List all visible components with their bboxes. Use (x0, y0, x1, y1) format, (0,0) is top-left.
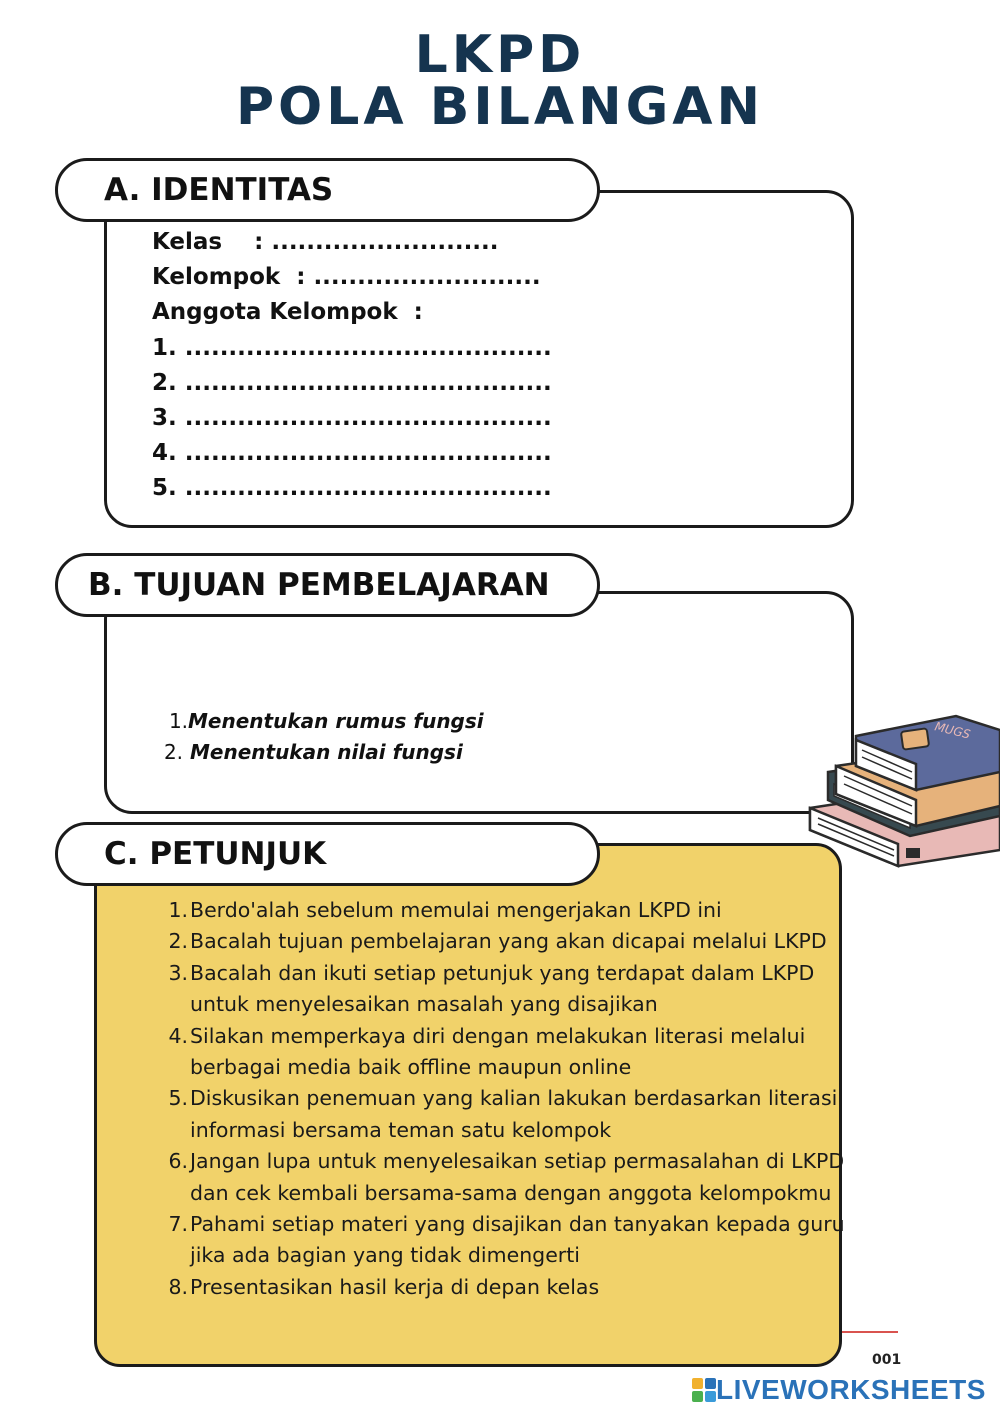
anggota-field-2[interactable]: 2. .......................................... (152, 370, 552, 396)
anggota-field-5[interactable]: 5. .......................................... (152, 475, 552, 501)
list-item (160, 926, 850, 957)
tujuan-item-text: Menentukan rumus fungsi (188, 709, 484, 733)
anggota-field-4[interactable]: 4. .......................................... (152, 440, 552, 466)
kelas-field[interactable]: Kelas : .......................... (152, 229, 499, 255)
book-label: MUGS (933, 719, 972, 742)
tujuan-item-number: 2. (163, 740, 184, 764)
tujuan-item-text: Menentukan nilai fungsi (183, 740, 463, 764)
list-item-number: 1. (168, 898, 188, 922)
list-item-number: 8. (168, 1274, 188, 1299)
anggota-label: Anggota Kelompok : (152, 299, 423, 325)
petunjuk-heading: C. PETUNJUK (55, 822, 600, 886)
footer-divider (842, 1331, 898, 1333)
identitas-heading: A. IDENTITAS (55, 158, 600, 222)
liveworksheets-logo-icon (692, 1378, 716, 1402)
list-item-number: 2. (168, 929, 188, 954)
list-item (160, 1021, 850, 1084)
list-item-text: Bacalah tujuan pembelajaran yang akan dicapai melalui LKPD (190, 929, 827, 954)
list-item-text: Bacalah dan ikuti setiap petunjuk yang terdapat dalam LKPD untuk menyelesaikan masalah yang disajikan (190, 960, 815, 1017)
list-item-text: Presentasikan hasil kerja di depan kelas (190, 1274, 600, 1299)
list-item-text: Silakan memperkaya diri dengan melakukan literasi melalui berbagai media baik offline maupun online (190, 1023, 806, 1080)
list-item-number: 6. (168, 1149, 188, 1174)
tujuan-item-number: 1. (168, 709, 189, 733)
liveworksheets-logo[interactable] (692, 1374, 986, 1406)
anggota-field-1[interactable]: 1. .......................................... (152, 335, 552, 361)
list-item (160, 1083, 850, 1146)
list-item-number: 7. (168, 1212, 188, 1237)
list-item (160, 958, 850, 1021)
document-title-line2: POLA BILANGAN (235, 77, 765, 137)
tujuan-item (150, 716, 463, 764)
list-item-number: 5. (168, 1086, 188, 1111)
list-item-text: Jangan lupa untuk menyelesaikan setiap permasalahan di LKPD dan cek kembali bersama-sama dengan anggota kelompokmu (190, 1149, 845, 1205)
list-item-text: Pahami setiap materi yang disajikan dan tanyakan kepada guru jika ada bagian yang tidak dimengerti (190, 1212, 845, 1268)
list-item (160, 1209, 850, 1272)
document-title-line1: LKPD (414, 25, 586, 85)
list-item-number: 3. (168, 960, 188, 985)
petunjuk-list (160, 895, 850, 1303)
kelompok-field[interactable]: Kelompok : .......................... (152, 264, 541, 290)
list-item-text: Berdo'alah sebelum memulai mengerjakan LKPD ini (190, 898, 722, 922)
anggota-field-3[interactable]: 3. .......................................... (152, 405, 552, 431)
list-item (160, 1146, 850, 1209)
list-item-number: 4. (168, 1023, 188, 1048)
liveworksheets-brand-text: LIVEWORKSHEETS (716, 1374, 986, 1405)
list-item (160, 1272, 850, 1303)
tujuan-heading: B. TUJUAN PEMBELAJARAN (55, 553, 600, 617)
page-number: 001 (872, 1352, 902, 1368)
books-stack-illustration (806, 710, 1000, 870)
list-item-text: Diskusikan penemuan yang kalian lakukan berdasarkan literasi informasi bersama teman satu kelompok (190, 1086, 838, 1142)
list-item (160, 895, 850, 926)
